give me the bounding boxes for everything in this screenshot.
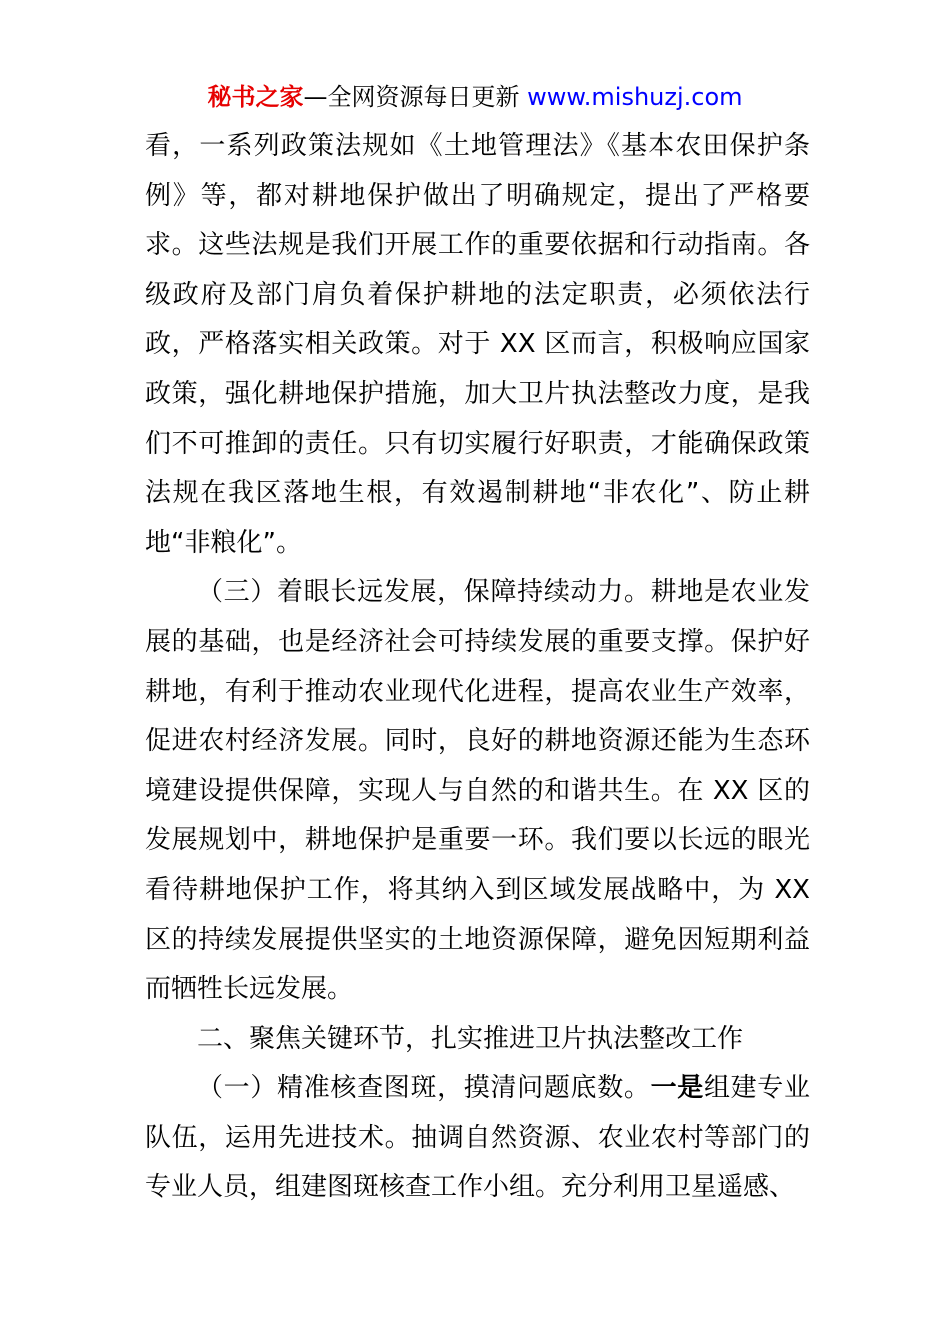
brand-name: 秘书之家	[207, 83, 304, 111]
page-header	[0, 80, 950, 114]
document-body	[145, 122, 810, 1213]
bold-marker: 一是	[650, 1073, 704, 1104]
section-heading-two: 二、聚焦关键环节，扎实推进卫片执法整改工作	[197, 1023, 744, 1054]
site-url-link[interactable]: www.mishuzj.com	[527, 83, 743, 111]
paragraph-section-one	[145, 1064, 810, 1213]
paragraph-rest: 组建专业队伍，运用先进技术。抽调自然资源、农业农村等部门的专业人员，组建图斑核查工作小组。充分利用卫星遥感、	[145, 1073, 810, 1203]
paragraph-section-three: （三）着眼长远发展，保障持续动力。耕地是农业发展的基础，也是经济社会可持续发展的重要支撑。保护好耕地，有利于推动农业现代化进程，提高农业生产效率，促进农村经济发展。同时，良好的耕地资源还能为生态环境建设提供保障，实现人与自然的和谐共生。在 XX 区的发展规划中，耕地保护是重要一环。我们要以长远的眼光看待耕地保护工作，将其纳入到区域发展战略中，为 XX 区的持续发展提供坚实的土地资源保障，避免因短期利益而牺牲长远发展。	[145, 577, 810, 1005]
paragraph-lead: （一）精准核查图斑，摸清问题底数。	[197, 1073, 651, 1104]
header-slogan: —全网资源每日更新	[303, 83, 528, 111]
paragraph-continued: 看，一系列政策法规如《土地管理法》《基本农田保护条例》等，都对耕地保护做出了明确规定，提出了严格要求。这些法规是我们开展工作的重要依据和行动指南。各级政府及部门肩负着保护耕地的法定职责，必须依法行政，严格落实相关政策。对于 XX 区而言，积极响应国家政策，强化耕地保护措施，加大卫片执法整改力度，是我们不可推卸的责任。只有切实履行好职责，才能确保政策法规在我区落地生根，有效遏制耕地“非农化”、防止耕地“非粮化”。	[145, 131, 810, 558]
